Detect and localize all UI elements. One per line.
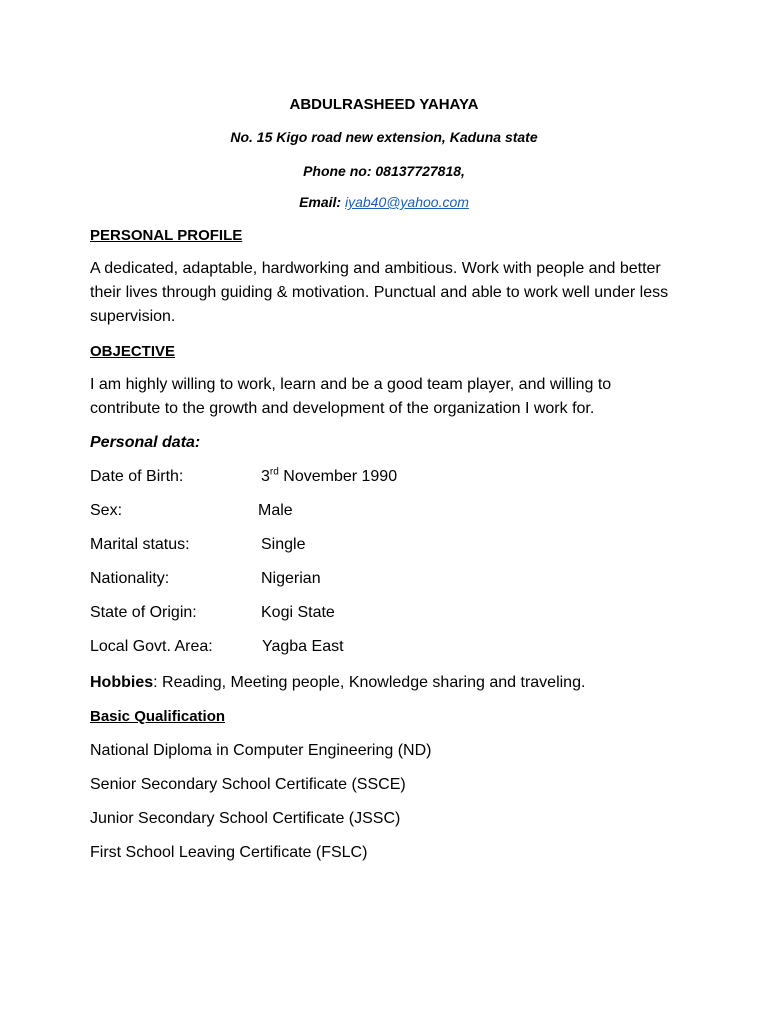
lga-value: Yagba East	[262, 638, 344, 655]
objective-heading: OBJECTIVE	[90, 343, 176, 360]
qualification-item: Senior Secondary School Certificate (SSCE)	[90, 776, 406, 793]
origin-value: Kogi State	[261, 604, 335, 621]
personal-profile-text: A dedicated, adaptable, hardworking and ambitious. Work with people and better their lives through guiding & motivation. Punctual and able to work well under less supervision.	[90, 260, 669, 325]
phone-line: Phone no: 08137727818,	[303, 163, 465, 179]
applicant-name: ABDULRASHEED YAHAYA	[289, 96, 479, 113]
hobbies-label: Hobbies	[90, 674, 154, 691]
dob-value: 3rd November 1990	[261, 466, 398, 485]
origin-label: State of Origin:	[90, 604, 197, 621]
marital-value: Single	[261, 536, 306, 553]
qualification-item: Junior Secondary School Certificate (JSSC)	[90, 810, 401, 827]
address-line: No. 15 Kigo road new extension, Kaduna state	[230, 129, 538, 145]
qualification-heading: Basic Qualification	[90, 708, 226, 725]
hobbies-text: : Reading, Meeting people, Knowledge sharing and traveling.	[153, 674, 586, 691]
nationality-label: Nationality:	[90, 570, 170, 587]
email-link[interactable]: iyab40@yahoo.com	[344, 194, 469, 210]
sex-value: Male	[258, 502, 293, 519]
email-line	[0, 192, 768, 212]
email-label: Email:	[299, 194, 345, 210]
hobbies-line	[90, 673, 585, 693]
qualification-item: First School Leaving Certificate (FSLC)	[90, 844, 368, 861]
nationality-value: Nigerian	[261, 570, 321, 587]
dob-label: Date of Birth:	[90, 468, 184, 485]
personal-profile-heading: PERSONAL PROFILE	[90, 227, 243, 244]
objective-text: I am highly willing to work, learn and be a good team player, and willing to contribute to the growth and development of the organization I work for.	[90, 376, 612, 417]
marital-label: Marital status:	[90, 536, 190, 553]
qualification-item: National Diploma in Computer Engineering (ND)	[90, 742, 432, 759]
personal-data-heading: Personal data:	[90, 434, 201, 451]
lga-label: Local Govt. Area:	[90, 638, 213, 655]
sex-label: Sex:	[90, 502, 123, 519]
